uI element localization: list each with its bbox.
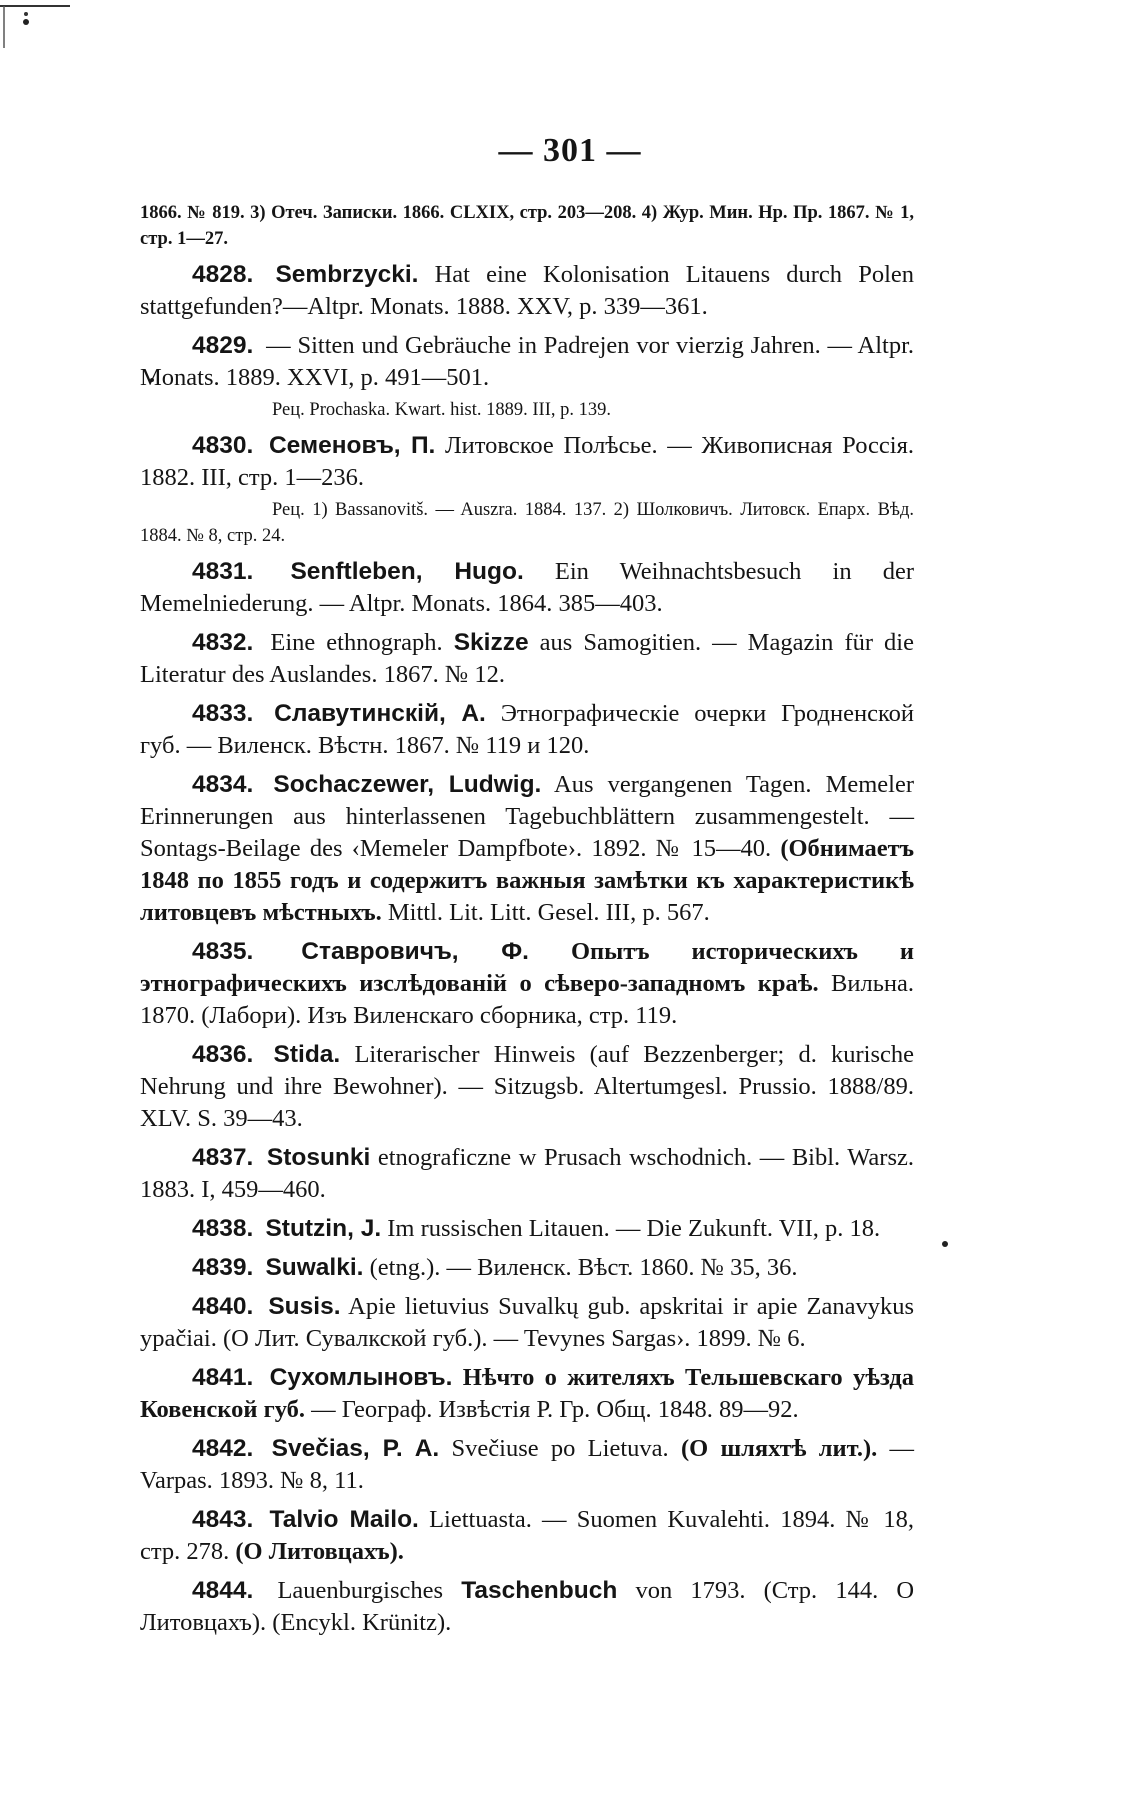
entry-text: Этнографическіе очерки Гродненской губ. — Виленск. Вѣстн. 1867. № 119 и 120. bbox=[140, 700, 914, 759]
entry-author: Sembrzycki. bbox=[275, 261, 419, 288]
entry-note: (Обнимаетъ 1848 по 1855 годъ и содержитъ важныя замѣтки къ характеристикѣ литовцевъ мѣстныхъ. bbox=[140, 835, 914, 926]
entry-note: (О Литовцахъ). bbox=[235, 1538, 404, 1565]
entry-text: Hat eine Kolonisation Litauens durch Polen stattgefunden?—Altpr. Monats. 1888. XXV, p. 339—361. bbox=[140, 261, 914, 320]
scan-speck bbox=[942, 1241, 948, 1247]
entry-number: 4832. bbox=[192, 629, 254, 656]
entry-4838 bbox=[140, 1213, 914, 1245]
entry-author: Senftleben, Hugo. bbox=[290, 558, 524, 585]
entry-keyword: Taschenbuch bbox=[461, 1577, 618, 1604]
entry-text: (etng.). — Виленск. Вѣст. 1860. № 35, 36. bbox=[369, 1254, 798, 1281]
entry-author: Svečias, P. A. bbox=[271, 1435, 440, 1462]
entry-number: 4836. bbox=[192, 1041, 254, 1068]
entry-4829 bbox=[140, 330, 914, 394]
entry-text-after: von 1793. (Стр. 144. О Литовцахъ). (Encykl. Krünitz). bbox=[140, 1577, 915, 1636]
entry-number: 4829. bbox=[192, 332, 254, 359]
entry-title: Нѣчто о жителяхъ Тельшевскаго уѣзда Ковенской губ. bbox=[140, 1364, 915, 1423]
entry-4834 bbox=[140, 769, 914, 929]
entry-4833 bbox=[140, 698, 914, 762]
entry-number: 4843. bbox=[192, 1506, 254, 1533]
entry-4832 bbox=[140, 627, 914, 691]
entry-author: Ставровичъ, Ф. bbox=[301, 938, 529, 965]
entry-text: Ein Weihnachtsbesuch in der Memelniederung. — Altpr. Monats. 1864. 385—403. bbox=[140, 558, 915, 617]
entry-text-after: aus Samogitien. — Magazin für die Literatur des Auslandes. 1867. № 12. bbox=[140, 629, 914, 688]
entry-author: Stutzin, J. bbox=[265, 1215, 382, 1242]
entry-number: 4831. bbox=[192, 558, 254, 585]
bibliography-list bbox=[140, 200, 914, 1639]
entry-number: 4842. bbox=[192, 1435, 254, 1462]
entry-text: etnograficzne w Prusach wschodnich. — Bibl. Warsz. 1883. I, 459—460. bbox=[140, 1144, 914, 1203]
entry-keyword: Skizze bbox=[453, 629, 529, 656]
entry-author: Susis. bbox=[268, 1293, 341, 1320]
entry-text: Svečiuse po Lietuva. bbox=[451, 1435, 669, 1462]
entry-note: (О шляхтѣ лит.). bbox=[680, 1435, 878, 1462]
entry-number: 4833. bbox=[192, 700, 254, 727]
entry-text: Aus vergangenen Tagen. Memeler Erinnerungen aus hinterlassenen Tagebuchblättern zusammengestelt. — Sontags-Beilage des ‹Memeler Dampfbote›. 1892. № 15—40. bbox=[140, 771, 915, 862]
entry-number: 4830. bbox=[192, 432, 254, 459]
entry-text-after: Вильна. 1870. (Лабори). Изъ Виленскаго сборника, стр. 119. bbox=[140, 970, 914, 1029]
entry-4831 bbox=[140, 556, 914, 620]
entry-number: 4840. bbox=[192, 1293, 254, 1320]
entry-text: Литовское Полѣсье. — Живописная Россія. 1882. III, стр. 1—236. bbox=[140, 432, 915, 491]
entry-4842 bbox=[140, 1433, 914, 1497]
entry-text-after: Mittl. Lit. Litt. Gesel. III, p. 567. bbox=[387, 899, 710, 926]
entry-text-after: — Varpas. 1893. № 8, 11. bbox=[140, 1435, 915, 1494]
entry-number: 4841. bbox=[192, 1364, 254, 1391]
entry-author: Славутинскій, А. bbox=[274, 700, 486, 727]
entry-4835 bbox=[140, 936, 914, 1032]
entry-4836 bbox=[140, 1039, 914, 1135]
entry-text: — Sitten und Gebräuche in Padrejen vor vierzig Jahren. — Altpr. Monats. 1889. XXVI, p. 491—501. bbox=[140, 332, 914, 391]
entry-author: Семеновъ, П. bbox=[268, 432, 436, 459]
entry-4843 bbox=[140, 1504, 914, 1568]
entry-title: Опытъ историческихъ и этнографическихъ изслѣдованій о сѣверо-западномъ краѣ. bbox=[140, 938, 914, 997]
entry-author: Sochaczewer, Ludwig. bbox=[273, 771, 542, 798]
entry-4837 bbox=[140, 1142, 914, 1206]
entry-number: 4835. bbox=[192, 938, 254, 965]
entry-4844 bbox=[140, 1575, 914, 1639]
entry-text: Literarischer Hinweis (auf Bezzenberger; d. kurische Nehrung und ihre Bewohner). — Sitzugsb. Altertumgesl. Prussio. 1888/89. XLV. S. 39—43. bbox=[140, 1041, 915, 1132]
entry-number: 4839. bbox=[192, 1254, 254, 1281]
entry-4841 bbox=[140, 1362, 914, 1426]
entry-4830 bbox=[140, 430, 914, 494]
entry-number: 4837. bbox=[192, 1144, 254, 1171]
entry-review: Рец. 1) Bassanovitš. — Auszra. 1884. 137. 2) Шолковичъ. Литовск. Епарх. Вѣд. 1884. № 8, стр. 24. bbox=[140, 500, 914, 546]
entry-text: Apie lietuvius Suvalkų gub. apskritai ir apie Zanavykus ypačiai. (О Лит. Сувалкской губ.). — Tevynes Sargas›. 1899. № 6. bbox=[140, 1293, 915, 1352]
entry-text: Eine ethnograph. bbox=[270, 629, 443, 656]
entry-4839 bbox=[140, 1252, 914, 1284]
entry-number: 4844. bbox=[192, 1577, 254, 1604]
entry-number: 4838. bbox=[192, 1215, 254, 1242]
entry-text: Im russischen Litauen. — Die Zukunft. VII, p. 18. bbox=[387, 1215, 881, 1242]
entry-text: Liettuasta. — Suomen Kuvalehti. 1894. № 18, стр. 278. bbox=[140, 1506, 914, 1565]
entry-author: Talvio Mailo. bbox=[269, 1506, 419, 1533]
entry-text-after: — Географ. Извѣстія Р. Гр. Общ. 1848. 89—92. bbox=[311, 1396, 799, 1423]
entry-4840 bbox=[140, 1291, 914, 1355]
entry-author: Suwalki. bbox=[265, 1254, 364, 1281]
entry-author: Stosunki bbox=[266, 1144, 371, 1171]
entry-4828 bbox=[140, 259, 914, 323]
entry-number: 4834. bbox=[192, 771, 254, 798]
entry-text: Lauenburgisches bbox=[277, 1577, 444, 1604]
scan-corner-mark bbox=[0, 0, 80, 60]
entry-author: Сухомлыновъ. bbox=[269, 1364, 453, 1391]
entry-author: Stida. bbox=[273, 1041, 341, 1068]
page-number: — 301 — bbox=[498, 132, 642, 169]
entry-number: 4828. bbox=[192, 261, 254, 288]
continuation-text: 1866. № 819. 3) Отеч. Записки. 1866. CLXIX, стр. 203—208. 4) Жур. Мин. Нр. Пр. 1867. № 1, стр. 1—27. bbox=[140, 203, 914, 249]
entry-review: Рец. Prochaska. Kwart. hist. 1889. III, p. 139. bbox=[272, 400, 612, 420]
